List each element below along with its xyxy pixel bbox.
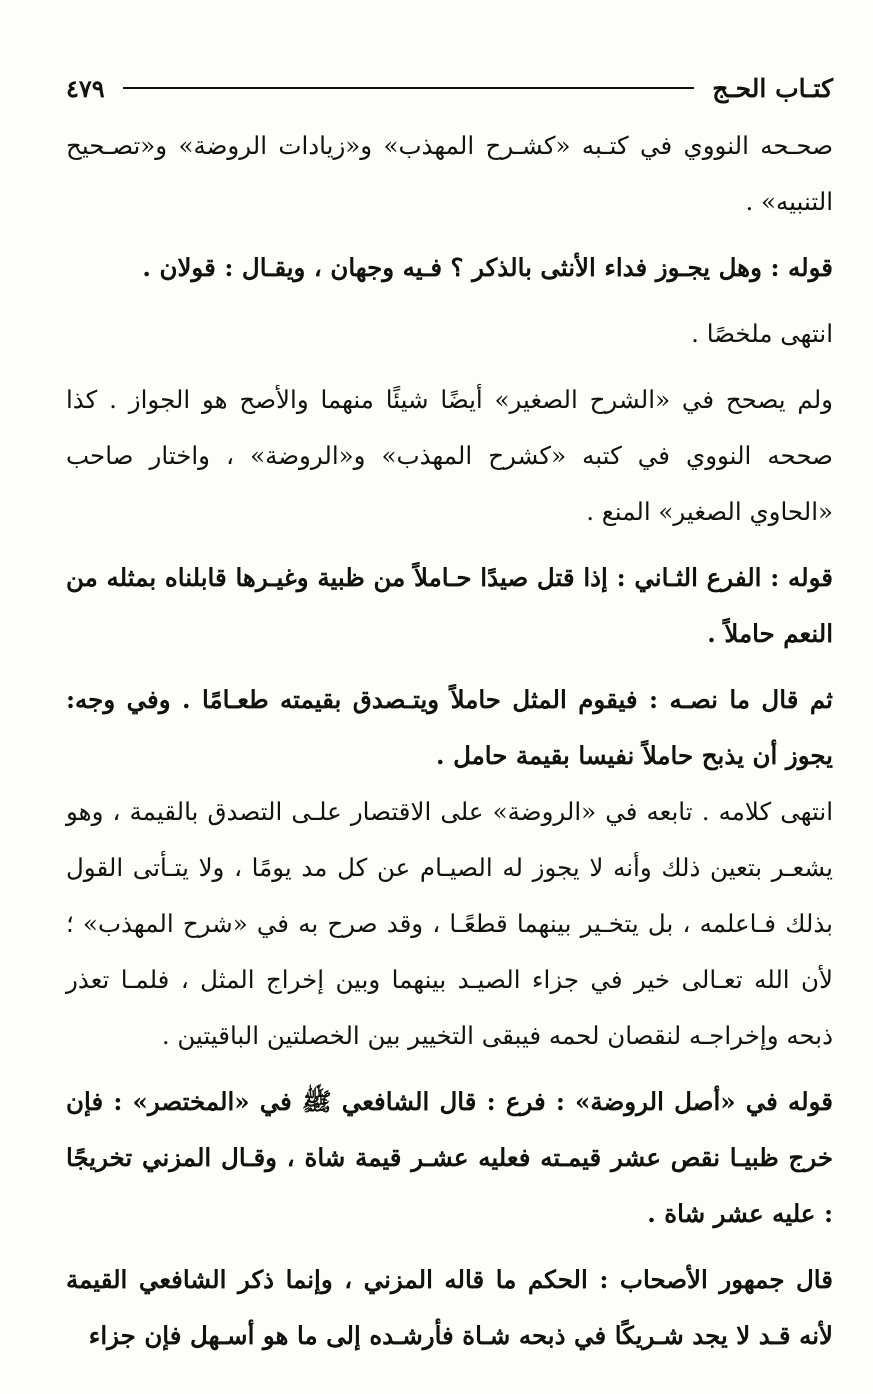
paragraph-2-quote: قوله : وهل يجـوز فداء الأنثى بالذكر ؟ فـيه وجهان ، ويقـال : قولان . — [142, 253, 833, 282]
paragraph-4: ولم يصحح في «الشرح الصغير» أيضًا شيئًا منهما والأصح هو الجواز . كذا صححه النووي في كتبه «كشرح المهذب» و«الروضة» ، واختار صاحب «الحاوي الصغير» المنع . — [66, 385, 833, 526]
page-number: ٤٧٩ — [66, 73, 105, 103]
paragraph-5-quote: قوله : الفرع الثـاني : إذا قتل صيدًا حـاملاً من ظبية وغيـرها قابلناه بمثله من النعم حاملاً . — [66, 563, 833, 648]
paragraph-7: انتهى كلامه . تابعه في «الروضة» على الاقتصار علـى التصدق بالقيمة ، وهو يشعـر بتعين ذلك وأنه لا يجوز له الصيـام عن كل مد يومًا ، ولا يتـأتى القول بذلك فـاعلمه ، بل يتخـير بينهما قطعًـا ، وقد صرح به في «شرح المهذب» ؛ لأن الله تعـالى خير في جزاء الصيـد بينهما وبين إخراج المثل ، فلمـا تعذر ذبحه وإخراجـه لنقصان لحمه فيبقى التخيير بين الخصلتين الباقيتين . — [66, 797, 833, 1050]
running-title: كتـاب الحـج — [712, 73, 833, 103]
paragraph-3: انتهى ملخصًا . — [691, 319, 833, 348]
paragraph-1: صحـحه النووي في كتـبه «كشـرح المهذب» و«زيادات الروضة» و«تصـحيح التنبيه» . — [66, 131, 833, 216]
paragraph-6-quote: ثم قال ما نصـه : فيقوم المثل حاملاً ويتـصدق بقيمته طعـامًا . وفي وجه: يجوز أن يذبح حاملاً نفيسا بقيمة حامل . — [66, 685, 833, 770]
page-body — [66, 118, 833, 1364]
paragraph-8-quote: قوله في «أصل الروضة» : فرع : قال الشافعي ﷺ في «المختصر» : فإن خرج ظبيـا نقص عشر قيمـته فعليه عشـر قيمة شاة ، وقـال المزني تخريجًا : عليه عشر شاة . — [66, 1087, 833, 1228]
page-header — [66, 58, 833, 118]
header-rule — [123, 87, 695, 89]
paragraph-9-quote: قال جمهور الأصحاب : الحكم ما قاله المزني ، وإنما ذكر الشافعي القيمة لأنه قـد لا يجد شـريكًا في ذبحه شـاة فأرشـده إلى ما هو أسـهل فإن جزاء — [66, 1265, 833, 1350]
